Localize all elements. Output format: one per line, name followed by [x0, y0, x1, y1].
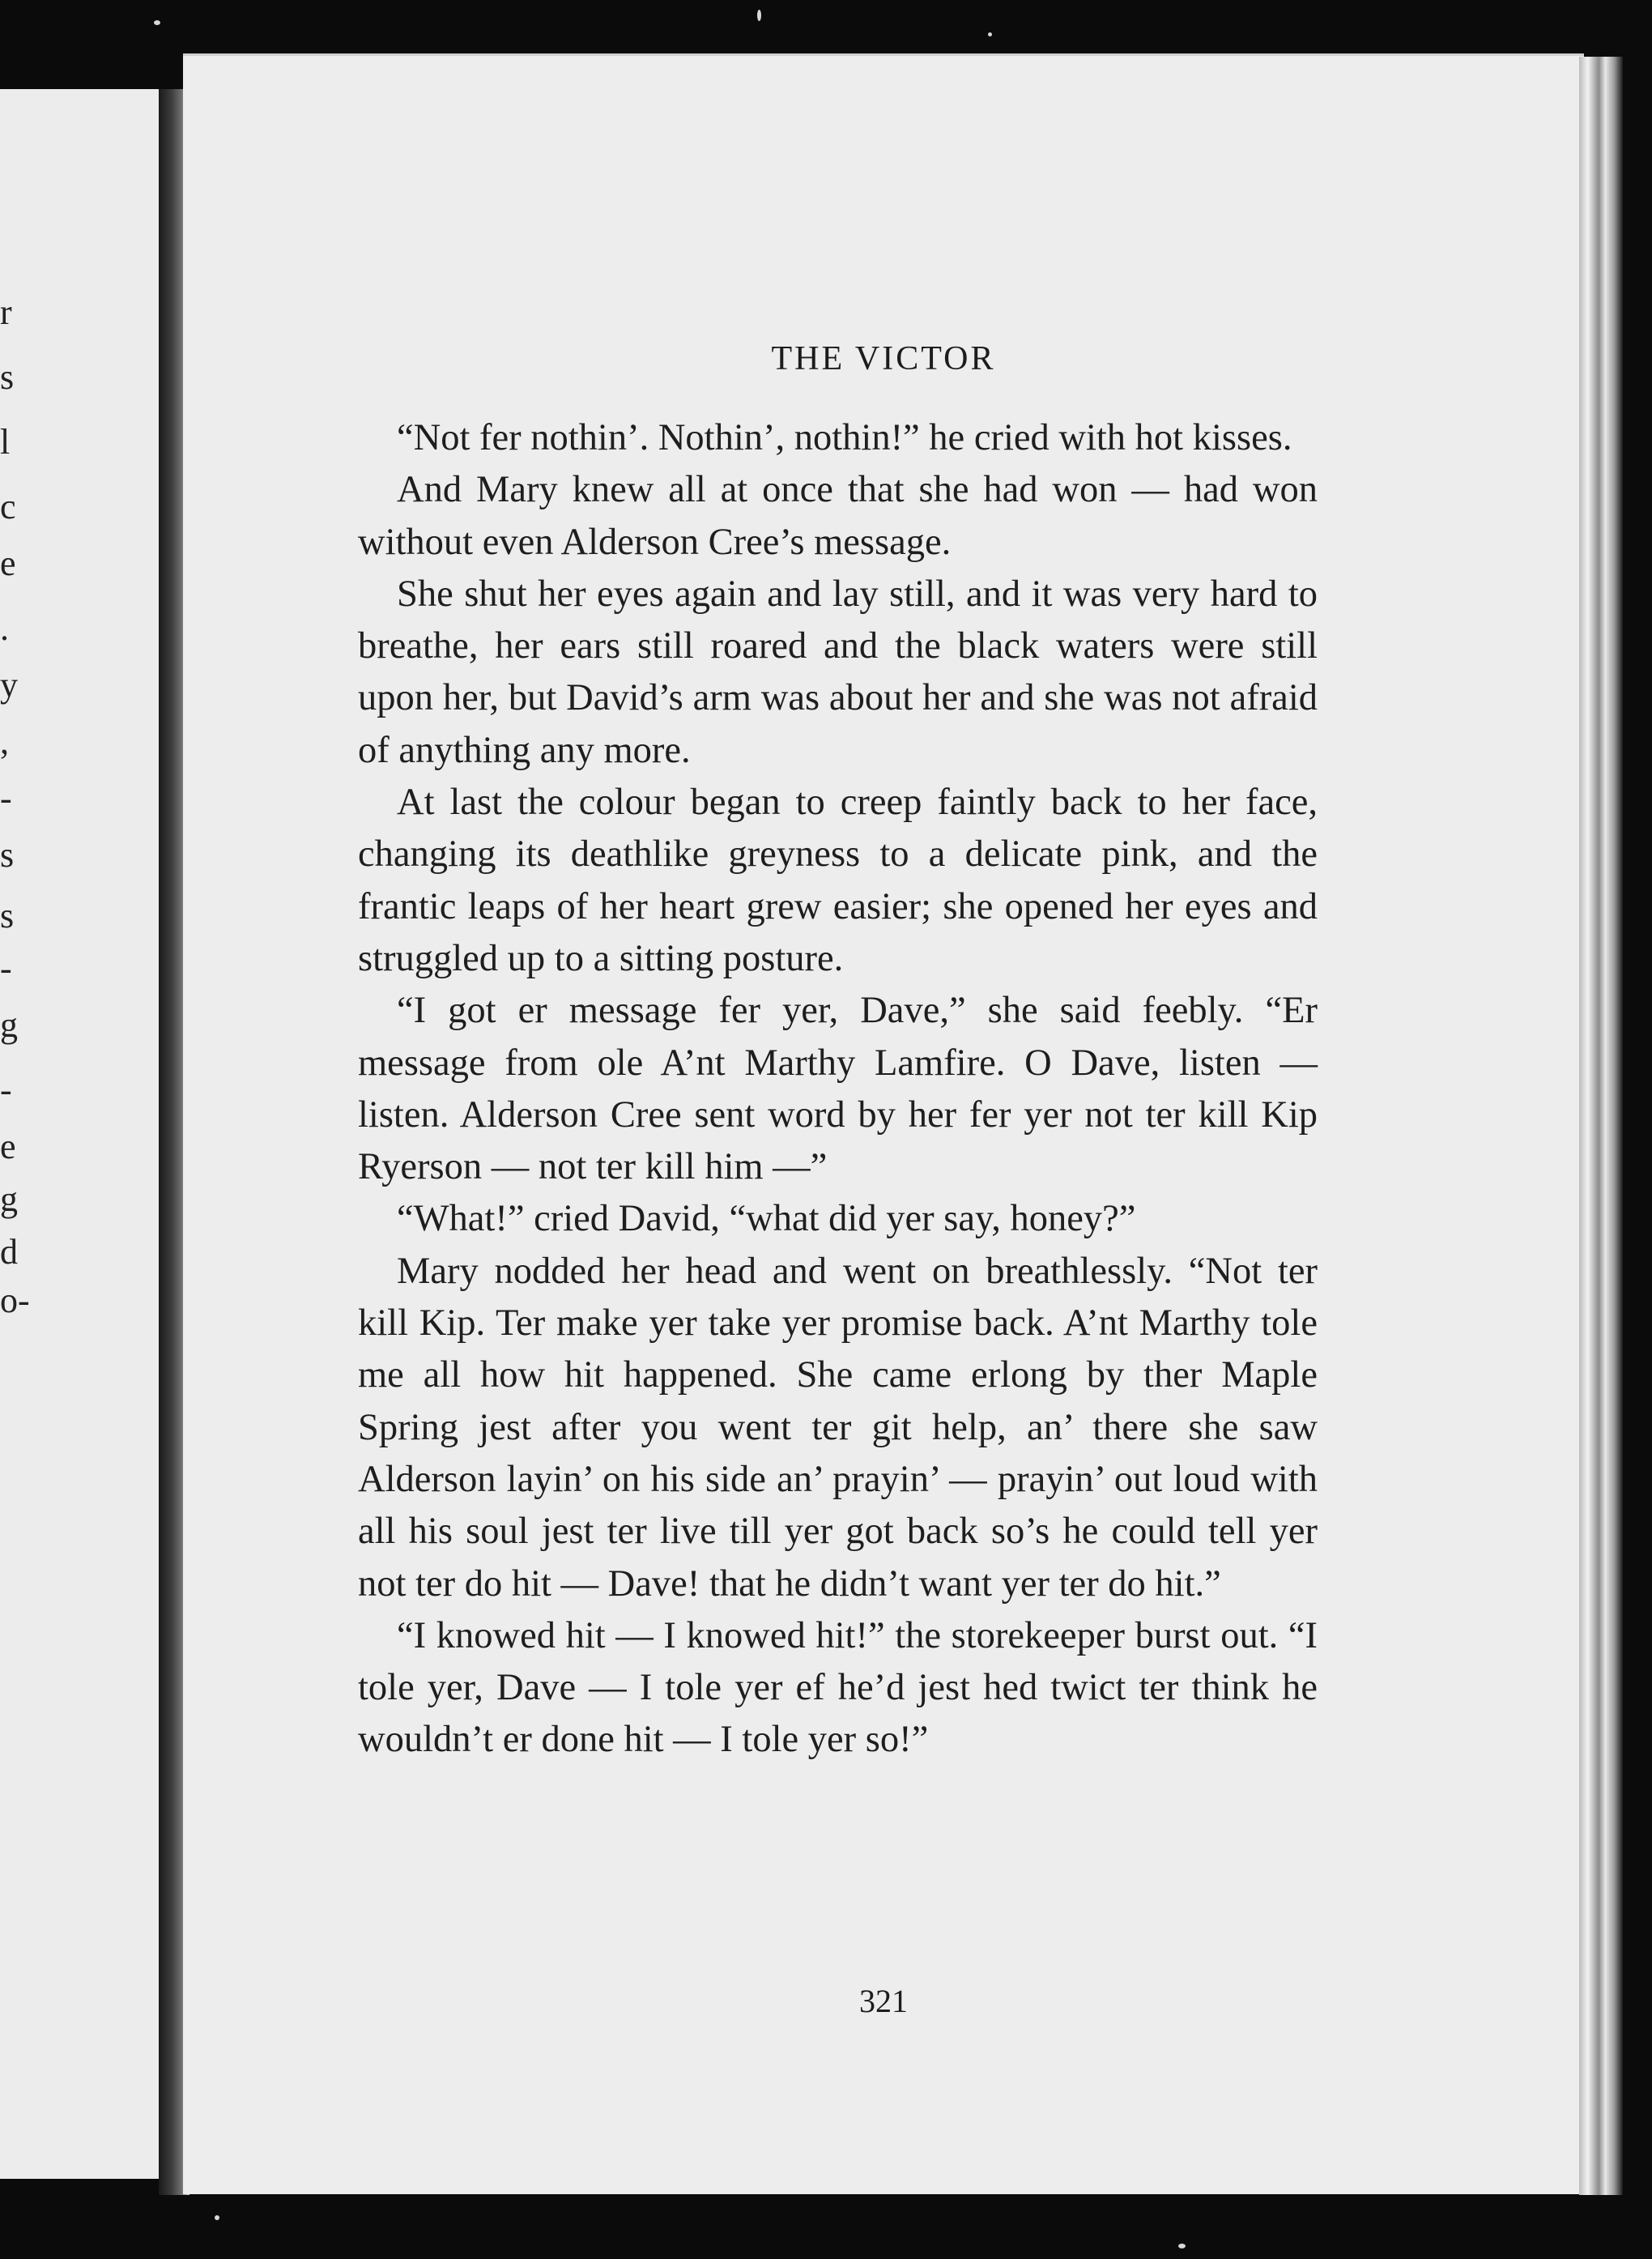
edge-letter: s: [0, 835, 15, 875]
left-page-fragment: [0, 89, 161, 2179]
edge-letter: -: [0, 778, 12, 818]
paragraph: She shut her eyes again and lay still, and it was very hard to breathe, her ears still roared and the black waters were still upon her, but David’s arm was about her and she was not afraid of anything any more.: [358, 573, 1318, 771]
book-page: [183, 53, 1584, 2194]
edge-letter: g: [0, 1179, 18, 1219]
edge-letter: e: [0, 543, 16, 583]
edge-letter: g: [0, 1005, 18, 1045]
edge-letter: ,: [0, 722, 9, 761]
edge-letter: r: [0, 292, 12, 332]
left-page-edge-letters: [0, 89, 30, 2179]
edge-letter: s: [0, 896, 15, 936]
paragraph: At last the colour began to creep faintly back to her face, changing its deathlike greyness to a delicate pink, and the frantic leaps of her heart grew easier; she opened her eyes and struggled up to a sitting posture.: [358, 782, 1318, 979]
scan-speck: [757, 10, 761, 21]
scan-speck: [215, 2215, 219, 2220]
paragraph: “I knowed hit — I knowed hit!” the storekeeper burst out. “I tole yer, Dave — I tole yer ef he’d jest hed twict ter think he wouldn’t er done hit — I tole yer so!”: [358, 1614, 1318, 1761]
edge-letter: -: [0, 948, 12, 988]
edge-letter: c: [0, 487, 16, 526]
body-text: [358, 412, 1318, 1767]
edge-letter: l: [0, 422, 11, 462]
edge-letter: y: [0, 665, 18, 705]
edge-letter: e: [0, 1127, 16, 1166]
paragraph: Mary nodded her head and went on breathlessly. “Not ter kill Kip. Ter make yer take yer promise back. A’nt Marthy tole me all how hit happened. She came erlong by ther Maple Spring jest after you went ter git help, an’ there she saw Alderson layin’ on his side an’ prayin’ — prayin’ out loud with all his soul jest ter live till yer got back so’s he could tell yer not ter do hit — Dave! that he didn’t want yer ter do hit.”: [358, 1250, 1318, 1605]
paragraph: And Mary knew all at once that she had won — had won without even Alderson Cree’s message.: [358, 469, 1318, 563]
scan-speck: [1178, 2244, 1186, 2248]
page-stack-edge: [1579, 57, 1623, 2195]
scan-speck: [988, 32, 992, 36]
paragraph: “Not fer nothin’. Nothin’, nothin!” he cried with hot kisses.: [397, 417, 1292, 458]
edge-letter: -: [0, 1070, 12, 1110]
edge-letter: s: [0, 357, 15, 397]
edge-letter: o-: [0, 1281, 30, 1320]
running-head: THE VICTOR: [771, 340, 996, 377]
edge-letter: d: [0, 1232, 18, 1272]
paragraph: “I got er message fer yer, Dave,” she said feebly. “Er message from ole A’nt Marthy Lamfire. O Dave, listen — listen. Alderson Cree sent word by her fer yer not ter kill Kip Ryerson — not ter kill him —”: [358, 990, 1318, 1188]
edge-letter: .: [0, 608, 9, 648]
paragraph: “What!” cried David, “what did yer say, honey?”: [397, 1198, 1136, 1240]
page-number: 321: [859, 1983, 908, 2019]
scan-speck: [154, 20, 160, 25]
